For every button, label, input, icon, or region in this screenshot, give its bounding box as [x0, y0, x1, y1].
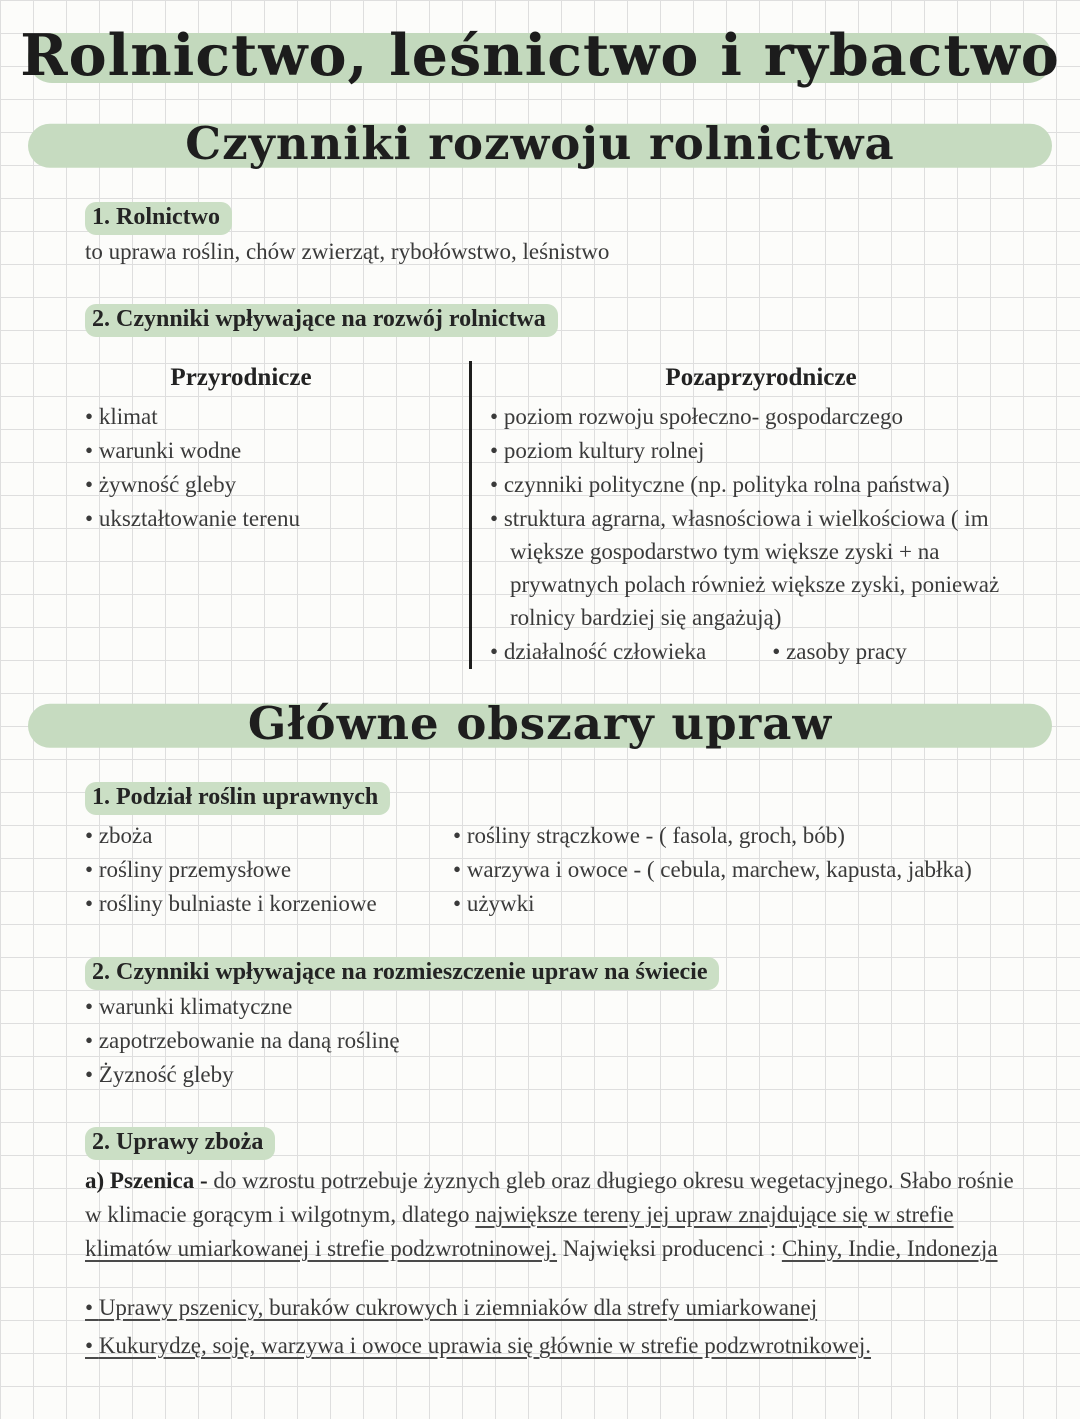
wheat-underlined-text: Chiny, Indie, Indonezja [781, 1236, 998, 1261]
list-item: • Uprawy pszenicy, buraków cukrowych i ziemniaków dla strefy umiarkowanej [85, 1290, 1032, 1325]
wheat-underlined-text: największe tereny jej upraw znajdujące się w strefie klimatów umiarkowanej i strefie podzwrotninowej. [85, 1202, 954, 1261]
division-label-line [85, 780, 1032, 815]
nonnatural-factors-list [490, 400, 1032, 634]
division-label: 1. Podział roślin uprawnych [85, 782, 390, 815]
cereals-label-line [85, 1125, 1032, 1160]
list-item: • czynniki polityczne (np. polityka rolna państwa) [490, 468, 1032, 501]
list-item: • Żyzność gleby [85, 1058, 1032, 1091]
list-item: • warzywa i owoce - ( cebula, marchew, kapusta, jabłka) [453, 853, 1032, 886]
zone-crops-list [85, 1290, 1032, 1363]
notes-page [0, 22, 1080, 1419]
list-item: • struktura agrarna, własnościowa i wielkościowa ( im większe gospodarstwo tym większe zyski + na prywatnych polach również większe zyski, ponieważ rolnicy bardziej się angażują) [490, 502, 1032, 634]
crop-list-right [453, 819, 1032, 920]
factors-list-label: 2. Czynniki wpływające na rozwój rolnictwa [85, 304, 558, 337]
list-item: • klimat [85, 400, 457, 433]
factors-list-label-line [85, 302, 1032, 337]
list-item: • rośliny bulniaste i korzeniowe [85, 887, 453, 920]
list-item: • warunki klimatyczne [85, 990, 1032, 1023]
crop-division-left [85, 819, 453, 921]
list-item: • żywność gleby [85, 468, 457, 501]
list-item: • rośliny strączkowe - ( fasola, groch, bób) [453, 819, 1032, 852]
section-title-crops: Główne obszary upraw [247, 697, 833, 750]
nonnatural-factors-column [484, 361, 1032, 669]
list-item: • rośliny przemysłowe [85, 853, 453, 886]
natural-heading: Przyrodnicze [170, 364, 312, 391]
definition-label-line [85, 200, 1032, 235]
crop-list-left [85, 819, 453, 920]
natural-factors-column [85, 361, 457, 669]
list-item: • działalność człowieka [490, 635, 706, 668]
crop-division-right [453, 819, 1032, 921]
factors-content [85, 200, 1032, 669]
list-item: • poziom kultury rolnej [490, 434, 1032, 467]
section-title-factors: Czynniki rozwoju rolnictwa [185, 117, 895, 170]
wheat-lead: a) Pszenica - [85, 1168, 208, 1193]
list-item: • zboża [85, 819, 453, 852]
wheat-text: Najwięksi producenci : [557, 1236, 782, 1261]
list-item: • ukształtowanie terenu [85, 502, 457, 535]
list-item: • warunki wodne [85, 434, 457, 467]
wheat-text: do wzrostu potrzebuje żyznych gleb oraz długiego okresu wegetacyjnego. Słabo rośnie w klimacie gorącym i wilgotnym, dlatego [85, 1168, 1014, 1227]
crop-division-columns [85, 819, 1032, 921]
list-item: • poziom rozwoju społeczno- gospodarczego [490, 400, 1032, 433]
column-divider [469, 361, 472, 669]
crops-content [85, 780, 1032, 1363]
definition-text: to uprawa roślin, chów zwierząt, rybołówstwo, leśnistwo [85, 239, 610, 264]
section-heading-factors [0, 117, 1080, 170]
list-item: • używki [453, 887, 1032, 920]
cereals-label: 2. Uprawy zboża [85, 1127, 275, 1160]
list-item: • zasoby pracy [772, 635, 907, 668]
page-title: Rolnictwo, leśnictwo i rybactwo [20, 22, 1060, 89]
section-heading-crops [0, 697, 1080, 750]
natural-factors-list [85, 400, 457, 535]
distribution-label-line [85, 955, 1032, 990]
definition-label: 1. Rolnictwo [85, 202, 232, 235]
distribution-list [85, 990, 1032, 1091]
list-item: • Kukurydzę, soję, warzywa i owoce uprawia się głównie w strefie podzwrotnikowej. [85, 1328, 1032, 1363]
dual-bullet-row [490, 635, 1032, 669]
nonnatural-heading: Pozaprzyrodnicze [665, 364, 857, 391]
list-item: • zapotrzebowanie na daną roślinę [85, 1024, 1032, 1057]
distribution-label: 2. Czynniki wpływające na rozmieszczenie upraw na świecie [85, 957, 719, 990]
factors-columns [85, 361, 1032, 669]
wheat-paragraph [85, 1164, 1032, 1266]
page-title-block [0, 22, 1080, 89]
